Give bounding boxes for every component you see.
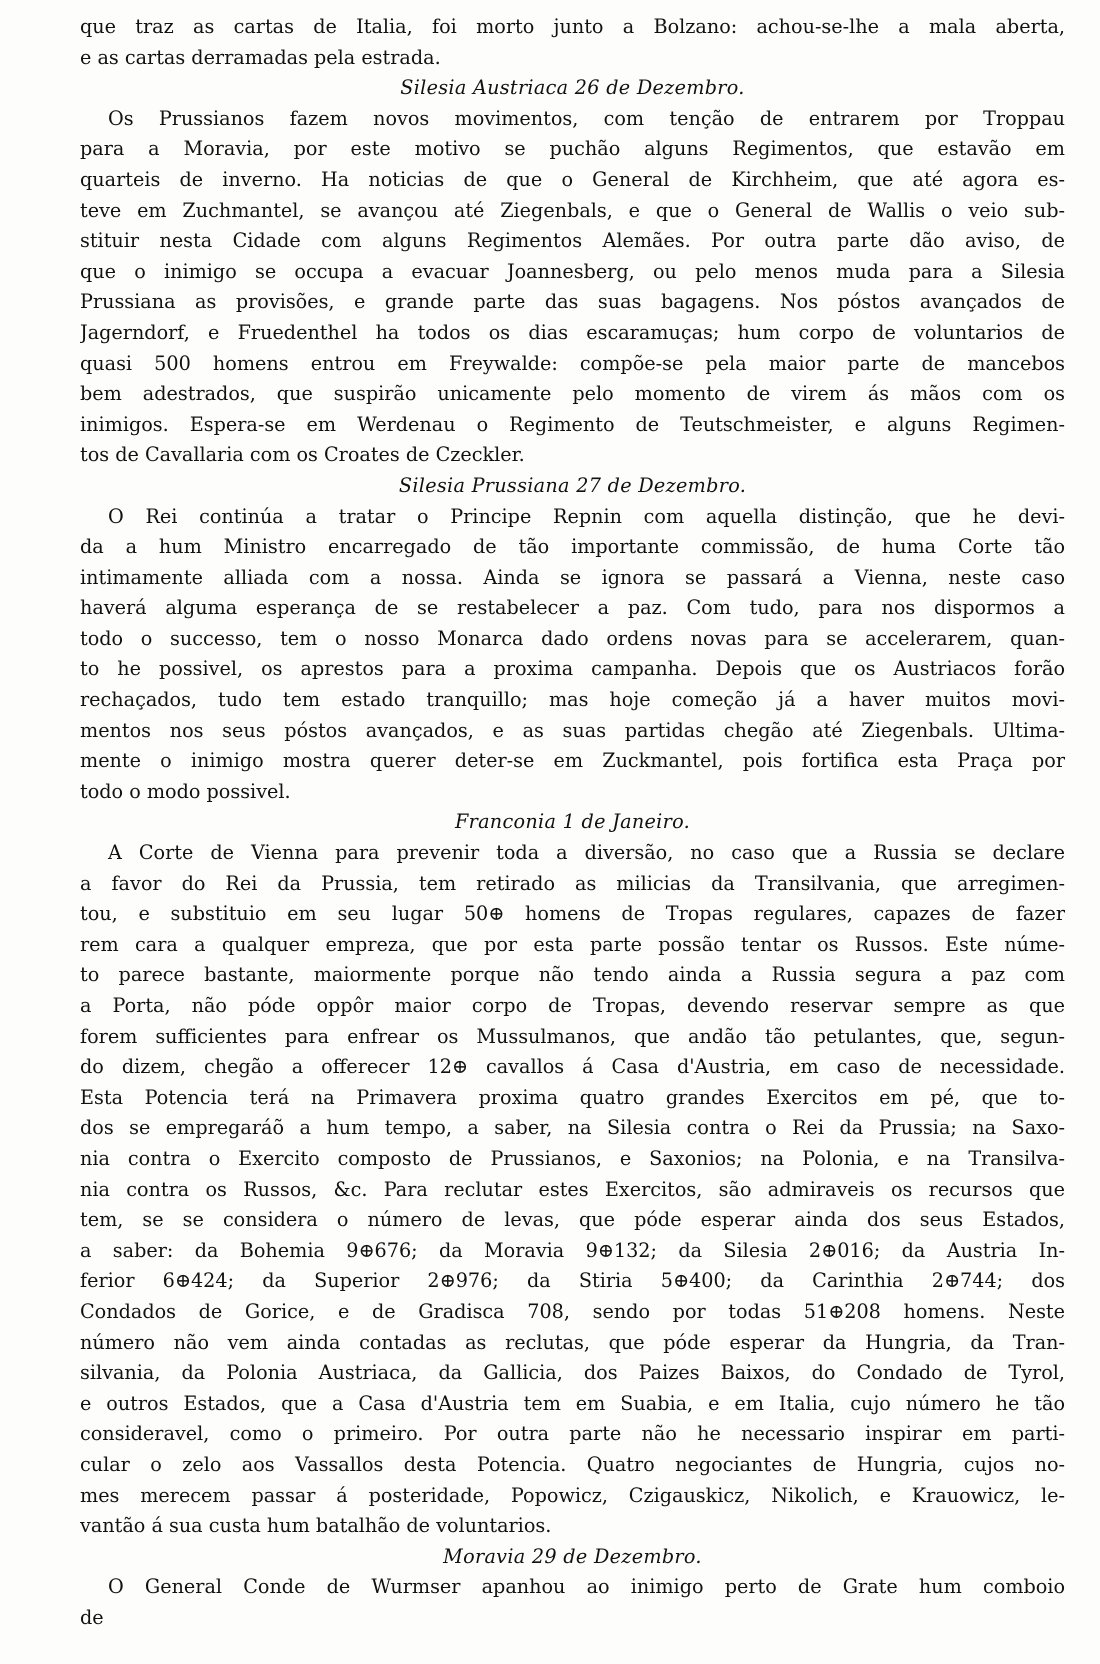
text-line: consideravel, como o primeiro. Por outra parte não he necessario inspirar em parti- [80, 1422, 1065, 1446]
text-line: nia contra o Exercito composto de Prussianos, e Saxonios; na Polonia, e na Transilva- [80, 1146, 1065, 1170]
text-line: quarteis de inverno. Ha noticias de que o General de Kirchheim, que até agora es- [80, 167, 1065, 191]
text-column [80, 12, 1065, 1633]
text-line: forem sufficientes para enfrear os Mussulmanos, que andão tão petulantes, que, segun- [80, 1024, 1065, 1048]
text-line: to parece bastante, maiormente porque não tendo ainda a Russia segura a paz com [80, 963, 1065, 987]
text-line: dos se empregaráõ a hum tempo, a saber, na Silesia contra o Rei da Prussia; na Saxo- [80, 1116, 1065, 1140]
text-line: a Porta, não póde oppôr maior corpo de Tropas, devendo reservar sempre as que [80, 994, 1065, 1017]
text-line: que traz as cartas de Italia, foi morto junto a Bolzano: achou-se-lhe a mala aberta, [80, 15, 1065, 38]
text-line: todo o successo, tem o nosso Monarca dado ordens novas para se accelerarem, quan- [80, 626, 1065, 650]
text-line: haverá alguma esperança de se restabelecer a paz. Com tudo, para nos dispormos a [80, 596, 1065, 620]
text-line: intimamente alliada com a nossa. Ainda se ignora se passará a Vienna, neste caso [80, 565, 1065, 589]
text-line: Prussiana as provisões, e grande parte das suas bagagens. Nos póstos avançados de [80, 290, 1065, 314]
text-line: tos de Cavallaria com os Croates de Czeckler. [80, 443, 525, 467]
dateline-heading: Franconia 1 de Janeiro. [454, 810, 691, 834]
text-line: a saber: da Bohemia 9⊕676; da Moravia 9⊕132; da Silesia 2⊕016; da Austria In- [80, 1238, 1065, 1262]
text-line: Esta Potencia terá na Primavera proxima quatro grandes Exercitos em pé, que to- [80, 1085, 1065, 1109]
text-line: a favor do Rei da Prussia, tem retirado as milicias da Transilvania, que arregimen- [80, 871, 1065, 895]
text-line: mentos nos seus póstos avançados, e as suas partidas chegão até Ziegenbals. Ultima- [80, 718, 1065, 742]
text-line: tem, se se considera o número de levas, que póde esperar ainda dos seus Estados, [80, 1208, 1065, 1232]
text-line: todo o modo possivel. [80, 779, 291, 803]
text-line: quasi 500 homens entrou em Freywalde: compõe-se pela maior parte de mancebos [80, 351, 1065, 375]
text-line: teve em Zuchmantel, se avançou até Ziegenbals, e que o General de Wallis o veio sub- [80, 198, 1065, 222]
text-line: mes merecem passar á posteridade, Popowicz, Czigauskicz, Nikolich, e Krauowicz, le- [80, 1483, 1065, 1507]
text-line: A Corte de Vienna para prevenir toda a diversão, no caso que a Russia se declare [108, 841, 1065, 865]
text-line: rechaçados, tudo tem estado tranquillo; mas hoje começão já a haver muitos movi- [80, 688, 1065, 712]
text-line: e outros Estados, que a Casa d'Austria tem em Suabia, e em Italia, cujo número he tão [80, 1391, 1065, 1415]
dateline-heading: Moravia 29 de Dezembro. [443, 1544, 702, 1568]
dateline-heading: Silesia Prussiana 27 de Dezembro. [398, 473, 747, 497]
text-line: O Rei continúa a tratar o Principe Repnin com aquella distinção, que he devi- [108, 504, 1065, 528]
text-line: rem cara a qualquer empreza, que por esta parte possão tentar os Russos. Este núme- [80, 932, 1065, 956]
text-line: de [80, 1605, 104, 1629]
text-line: do dizem, chegão a offerecer 12⊕ cavallos á Casa d'Austria, em caso de necessidade. [80, 1055, 1065, 1079]
text-line: Os Prussianos fazem novos movimentos, com tenção de entrarem por Troppau [108, 106, 1065, 130]
text-line: inimigos. Espera-se em Werdenau o Regimento de Teutschmeister, e alguns Regimen- [80, 412, 1065, 436]
text-line: ferior 6⊕424; da Superior 2⊕976; da Stiria 5⊕400; da Carinthia 2⊕744; dos [80, 1269, 1065, 1293]
text-line: Jagerndorf, e Fruedenthel ha todos os dias escaramuças; hum corpo de voluntarios de [80, 320, 1065, 344]
text-line: mente o inimigo mostra querer deter-se em Zuckmantel, pois fortifica esta Praça por [80, 749, 1065, 773]
text-line: stituir nesta Cidade com alguns Regimentos Alemães. Por outra parte dão aviso, de [80, 229, 1065, 253]
text-line: O General Conde de Wurmser apanhou ao inimigo perto de Grate hum comboio [108, 1575, 1065, 1599]
text-line: número não vem ainda contadas as reclutas, que póde esperar da Hungria, da Tran- [80, 1330, 1065, 1354]
text-line: que o inimigo se occupa a evacuar Joannesberg, ou pelo menos muda para a Silesia [80, 259, 1065, 283]
text-line: cular o zelo aos Vassallos desta Potencia. Quatro negociantes de Hungria, cujos no- [80, 1452, 1065, 1476]
text-line: nia contra os Russos, &c. Para reclutar estes Exercitos, são admiraveis os recursos que [80, 1177, 1065, 1201]
text-line: para a Moravia, por este motivo se puchão alguns Regimentos, que estavão em [80, 137, 1065, 161]
text-line: Condados de Gorice, e de Gradisca 708, sendo por todas 51⊕208 homens. Neste [80, 1299, 1065, 1323]
text-line: silvania, da Polonia Austriaca, da Gallicia, dos Paizes Baixos, do Condado de Tyrol, [80, 1361, 1065, 1385]
text-line: vantão á sua custa hum batalhão de voluntarios. [80, 1514, 552, 1538]
text-line: da a hum Ministro encarregado de tão importante commissão, de huma Corte tão [80, 535, 1065, 559]
text-line: tou, e substituio em seu lugar 50⊕ homens de Tropas regulares, capazes de fazer [80, 902, 1065, 926]
text-line: to he possivel, os aprestos para a proxima campanha. Depois que os Austriacos forão [80, 657, 1065, 681]
dateline-heading: Silesia Austriaca 26 de Dezembro. [400, 76, 745, 100]
text-line: e as cartas derramadas pela estrada. [80, 45, 441, 69]
text-line: bem adestrados, que suspirão unicamente pelo momento de virem ás mãos com os [80, 382, 1065, 406]
